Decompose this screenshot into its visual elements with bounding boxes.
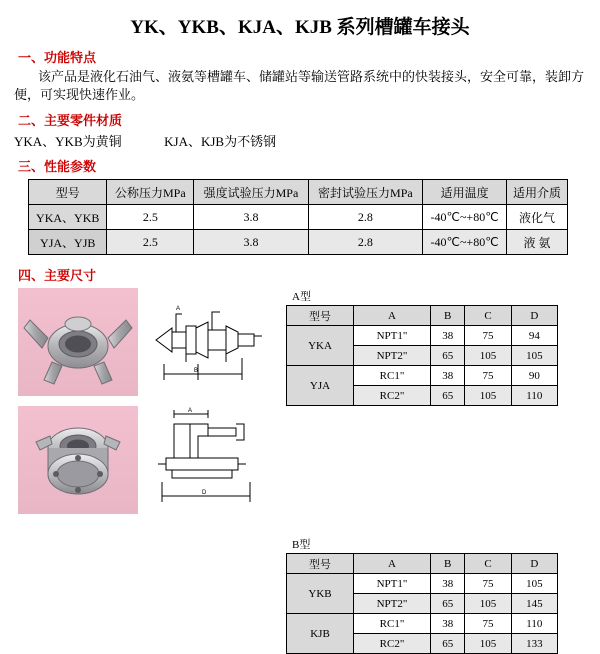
cell-d: 94 bbox=[511, 326, 557, 346]
col-model: 型号 bbox=[287, 554, 354, 574]
cell-c: 105 bbox=[465, 594, 511, 614]
cell-nominal: 2.5 bbox=[107, 205, 194, 230]
coupling-drawing-b-svg bbox=[146, 406, 266, 514]
svg-text:A: A bbox=[176, 306, 181, 312]
table-header-row bbox=[287, 306, 558, 326]
cell-b: 65 bbox=[431, 594, 465, 614]
table-header-row bbox=[29, 180, 568, 205]
type-b-table bbox=[286, 553, 558, 654]
cell-d: 90 bbox=[511, 366, 557, 386]
coupling-photo-b bbox=[18, 406, 138, 514]
materials-left: YKA、YKB为黄铜 bbox=[14, 134, 122, 149]
col-c: C bbox=[465, 554, 511, 574]
cell-b: 65 bbox=[431, 346, 465, 366]
col-b: B bbox=[431, 306, 465, 326]
page-title: YK、YKB、KJA、KJB 系列槽罐车接头 bbox=[130, 17, 470, 38]
type-a-table-block bbox=[286, 288, 558, 406]
col-seal-test: 密封试验压力MPa bbox=[308, 180, 422, 205]
cell-model: YKB bbox=[287, 574, 354, 614]
col-model: 型号 bbox=[29, 180, 107, 205]
cell-model: KJB bbox=[287, 614, 354, 654]
cell-a: RC1" bbox=[354, 366, 431, 386]
table-row bbox=[29, 230, 568, 255]
table-header-row bbox=[287, 554, 558, 574]
col-a: A bbox=[354, 306, 431, 326]
cell-d: 105 bbox=[511, 346, 557, 366]
type-b-label: B型 bbox=[292, 539, 311, 551]
cell-nominal: 2.5 bbox=[107, 230, 194, 255]
col-temperature: 适用温度 bbox=[423, 180, 507, 205]
coupling-photo-b-illustration bbox=[22, 412, 134, 508]
cell-strength: 3.8 bbox=[194, 230, 308, 255]
cell-temp: -40℃~+80℃ bbox=[423, 205, 507, 230]
svg-text:A: A bbox=[188, 408, 193, 414]
section-heading-performance: 三、性能参数 bbox=[18, 159, 97, 174]
coupling-photo-a bbox=[18, 288, 138, 396]
cell-seal: 2.8 bbox=[308, 205, 422, 230]
cell-seal: 2.8 bbox=[308, 230, 422, 255]
svg-text:D: D bbox=[202, 490, 207, 496]
cell-strength: 3.8 bbox=[194, 205, 308, 230]
cell-b: 38 bbox=[431, 366, 465, 386]
features-body: 该产品是液化石油气、液氨等槽罐车、储罐站等输送管路系统中的快装接头，安全可靠，装卸方便，可实现快速作业。 bbox=[14, 69, 585, 102]
col-strength-test: 强度试验压力MPa bbox=[194, 180, 308, 205]
col-c: C bbox=[465, 306, 511, 326]
cell-c: 105 bbox=[465, 386, 511, 406]
col-d: D bbox=[511, 554, 557, 574]
col-nominal-pressure: 公称压力MPa bbox=[107, 180, 194, 205]
cell-model: YJA bbox=[287, 366, 354, 406]
col-d: D bbox=[511, 306, 557, 326]
cell-b: 65 bbox=[431, 386, 465, 406]
col-b: B bbox=[431, 554, 465, 574]
cell-c: 105 bbox=[465, 634, 511, 654]
table-row bbox=[287, 326, 558, 346]
cell-b: 38 bbox=[431, 326, 465, 346]
cell-c: 75 bbox=[465, 614, 511, 634]
type-b-table-block bbox=[286, 536, 558, 654]
section-heading-dimensions: 四、主要尺寸 bbox=[18, 268, 97, 283]
col-medium: 适用介质 bbox=[507, 180, 568, 205]
dimensions-area bbox=[18, 288, 600, 650]
cell-model: YKA bbox=[287, 326, 354, 366]
table-row bbox=[29, 205, 568, 230]
cell-model: YJA、YJB bbox=[29, 230, 107, 255]
materials-line bbox=[14, 131, 600, 150]
coupling-drawing-a-svg bbox=[146, 288, 266, 396]
coupling-drawing-b bbox=[146, 406, 266, 514]
type-a-row bbox=[18, 288, 600, 406]
cell-medium: 液 氨 bbox=[507, 230, 568, 255]
svg-text:B: B bbox=[194, 368, 199, 374]
materials-right: KJA、KJB为不锈钢 bbox=[164, 134, 277, 149]
cell-d: 133 bbox=[511, 634, 557, 654]
cell-d: 110 bbox=[511, 386, 557, 406]
type-a-table bbox=[286, 305, 558, 406]
cell-medium: 液化气 bbox=[507, 205, 568, 230]
col-model: 型号 bbox=[287, 306, 354, 326]
table-row bbox=[287, 366, 558, 386]
cell-a: RC1" bbox=[354, 614, 431, 634]
cell-a: NPT1" bbox=[354, 574, 431, 594]
cell-temp: -40℃~+80℃ bbox=[423, 230, 507, 255]
coupling-drawing-a bbox=[146, 288, 266, 396]
cell-b: 38 bbox=[431, 614, 465, 634]
type-b-row bbox=[18, 406, 600, 650]
cell-a: RC2" bbox=[354, 386, 431, 406]
cell-c: 75 bbox=[465, 326, 511, 346]
performance-table bbox=[28, 179, 568, 255]
cell-b: 38 bbox=[431, 574, 465, 594]
cell-c: 75 bbox=[465, 574, 511, 594]
cell-c: 75 bbox=[465, 366, 511, 386]
type-a-label: A型 bbox=[292, 291, 311, 303]
section-heading-materials: 二、主要零件材质 bbox=[18, 113, 123, 128]
cell-b: 65 bbox=[431, 634, 465, 654]
cell-a: NPT1" bbox=[354, 326, 431, 346]
cell-d: 110 bbox=[511, 614, 557, 634]
section-heading-features: 一、功能特点 bbox=[18, 50, 97, 65]
cell-d: 105 bbox=[511, 574, 557, 594]
cell-a: NPT2" bbox=[354, 346, 431, 366]
col-a: A bbox=[354, 554, 431, 574]
cell-a: RC2" bbox=[354, 634, 431, 654]
cell-a: NPT2" bbox=[354, 594, 431, 614]
cell-model: YKA、YKB bbox=[29, 205, 107, 230]
coupling-photo-a-illustration bbox=[22, 294, 134, 390]
cell-c: 105 bbox=[465, 346, 511, 366]
table-row bbox=[287, 614, 558, 634]
cell-d: 145 bbox=[511, 594, 557, 614]
table-row bbox=[287, 574, 558, 594]
